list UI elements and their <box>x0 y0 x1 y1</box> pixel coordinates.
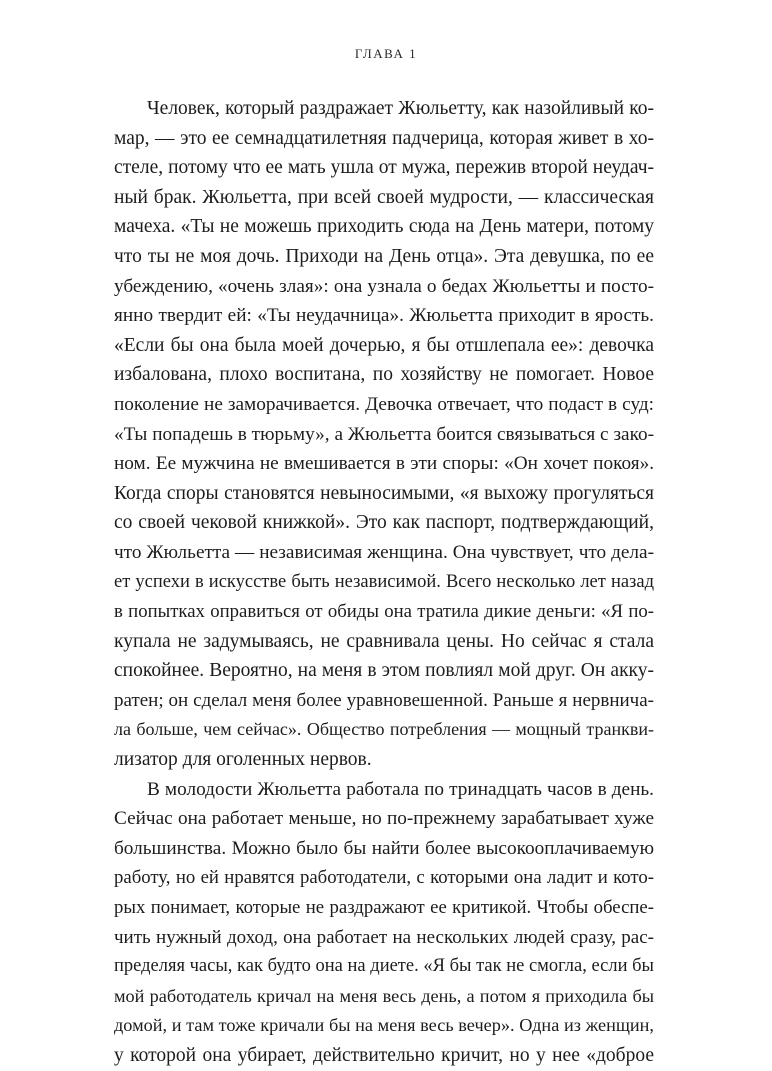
text-line: избалована, плохо воспитана, по хозяйству не помогает. Новое <box>114 364 654 386</box>
paragraph-1 <box>114 94 654 775</box>
text-line: Сейчас она работает меньше, но по-прежнему зарабатывает хуже <box>114 808 654 830</box>
text-line: со своей чековой книжкой». Это как паспорт, подтверждающий, <box>114 512 654 534</box>
text-line: что ты не моя дочь. Приходи на День отца». Эта девушка, по ее <box>114 245 654 267</box>
text-line: лизатор для оголенных нервов. <box>114 749 372 771</box>
text-line: янно твердит ей: «Ты неудачница». Жюльетта приходит в ярость. <box>114 305 654 327</box>
running-head: ГЛАВА 1 <box>354 46 418 61</box>
text-line: Человек, который раздражает Жюльетту, как назойливый ко- <box>147 98 654 119</box>
text-line: поколение не заморачивается. Девочка отвечает, что подаст в суд: <box>114 393 654 415</box>
text-line: Когда споры становятся невыносимыми, «я выхожу прогуляться <box>114 482 654 504</box>
text-line: ратен; он сделал меня более уравновешенной. Раньше я нервнича- <box>114 689 654 711</box>
paragraph-2 <box>114 775 654 1071</box>
text-line: мой работодатель кричал на меня весь день, а потом я приходила бы <box>114 985 654 1006</box>
text-line: ный брак. Жюльетта, при всей своей мудрости, — классическая <box>114 186 654 208</box>
text-line: пределяя часы, как будто она на диете. «Я бы так не смогла, если бы <box>114 956 654 977</box>
text-line: убеждению, «очень злая»: она узнала о бедах Жюльетты и посто- <box>114 275 654 297</box>
text-line: ла больше, чем сейчас». Общество потребления — мощный транкви- <box>114 719 654 740</box>
text-line: купала не задумываясь, не сравнивала цены. Но сейчас я стала <box>114 630 654 652</box>
page-body <box>114 94 654 1071</box>
text-line: «Ты попадешь в тюрьму», а Жюльетта боится связываться с зако- <box>114 423 654 445</box>
text-line: ном. Ее мужчина не вмешивается в эти споры: «Он хочет покоя». <box>114 453 654 475</box>
text-line: мар, — это ее семнадцатилетняя падчерица, которая живет в хо- <box>114 127 654 149</box>
text-line: стеле, потому что ее мать ушла от мужа, пережив второй неудач- <box>114 157 654 179</box>
text-line: рых понимает, которые не раздражают ее критикой. Чтобы обеспе- <box>114 897 654 919</box>
text-line: в попытках оправиться от обиды она тратила дикие деньги: «Я по- <box>114 601 654 623</box>
text-line: работу, но ей нравятся работодатели, с которыми она ладит и кото- <box>114 867 654 889</box>
text-line: большинства. Можно было бы найти более высокооплачиваемую <box>114 837 654 859</box>
text-line: «Если бы она была моей дочерью, я бы отшлепала ее»: девочка <box>114 334 654 356</box>
text-line: чить нужный доход, она работает на нескольких людей сразу, рас- <box>114 926 654 948</box>
text-line: домой, и там тоже кричали бы на меня весь вечер». Одна из женщин, <box>114 1015 654 1036</box>
text-line: спокойнее. Вероятно, на меня в этом повлиял мой друг. Он акку- <box>114 660 654 682</box>
text-line: мачеха. «Ты не можешь приходить сюда на День матери, потому <box>114 216 654 238</box>
text-line: у которой она убирает, действительно кричит, но у нее «доброе <box>114 1045 654 1066</box>
text-line: ет успехи в искусстве быть независимой. Всего несколько лет назад <box>114 571 654 592</box>
text-line: что Жюльетта — независимая женщина. Она чувствует, что дела- <box>114 541 654 563</box>
text-line: В молодости Жюльетта работала по тринадцать часов в день. <box>147 778 654 800</box>
